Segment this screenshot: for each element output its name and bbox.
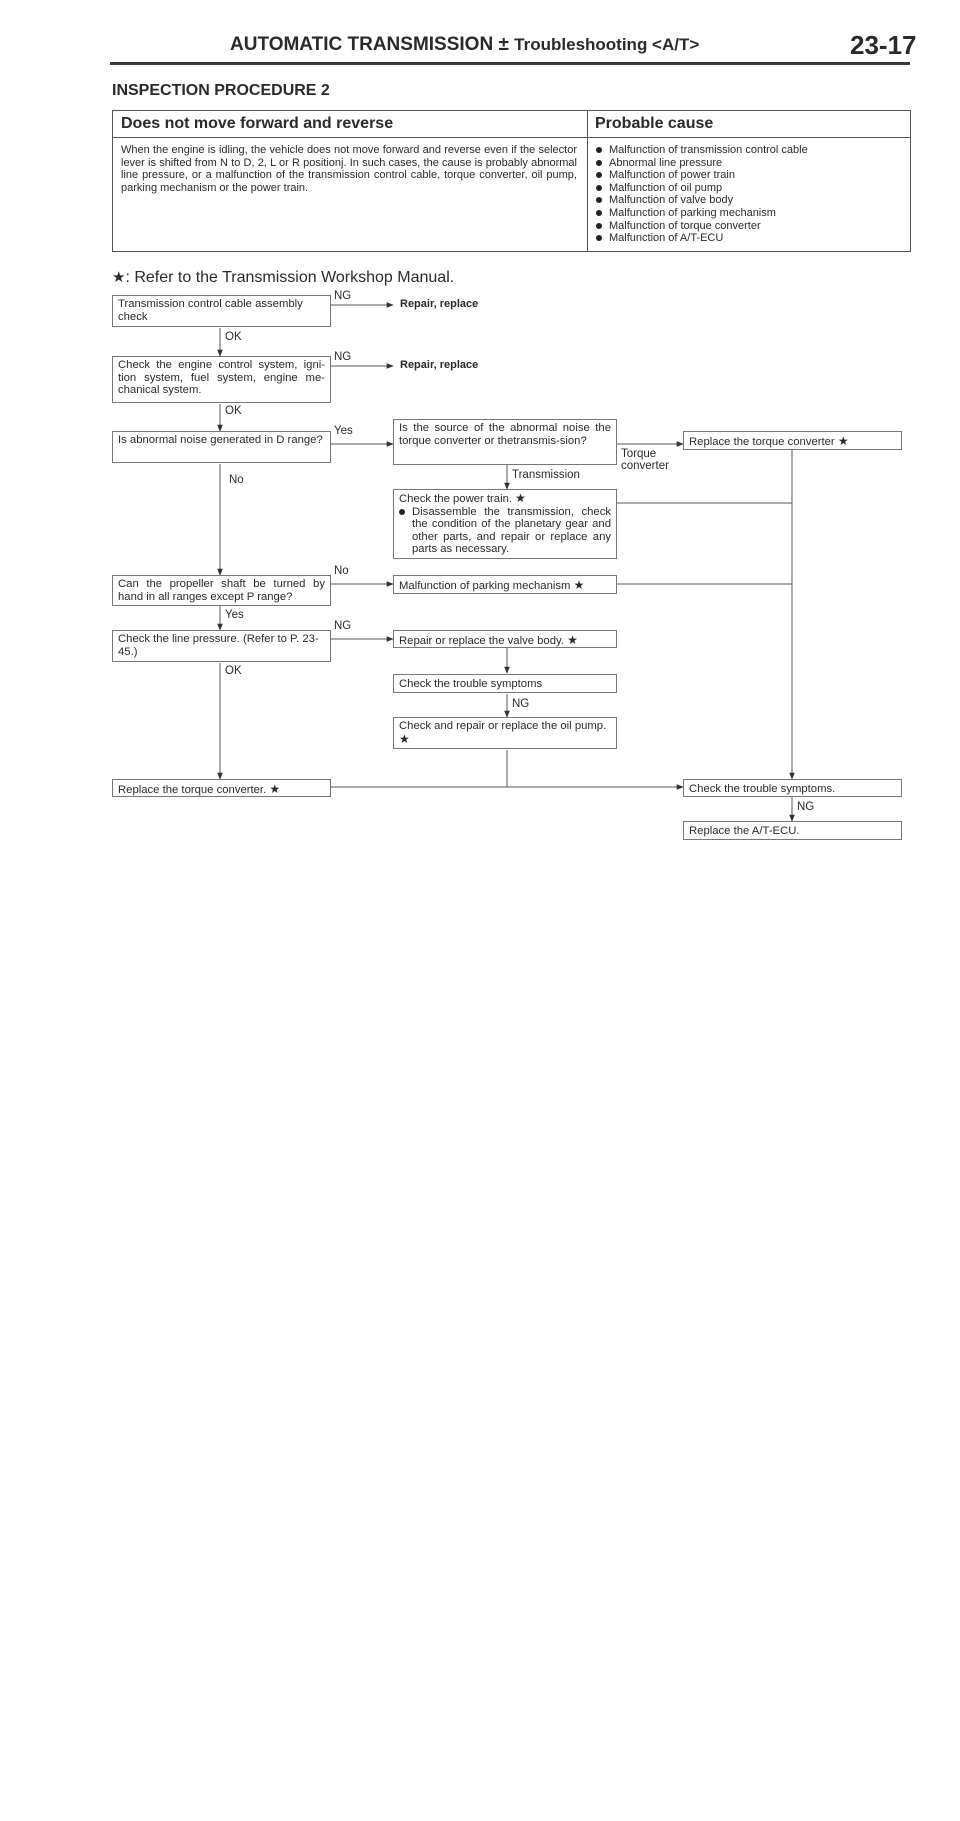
label-transmission: Transmission [512, 469, 580, 481]
label-repair-replace: Repair, replace [400, 359, 479, 371]
flow-box-propeller-question: Can the propeller shaft be turned by hand in all ranges except P range? [112, 575, 331, 606]
cause-item: Malfunction of transmission control cable [595, 144, 808, 157]
flow-box-engine-check: Check the engine control system, igni-tion system, fuel system, engine me-chanical system. [112, 356, 331, 403]
flow-box-noise-source-question: Is the source of the abnormal noise the torque converter or thetransmis-sion? [393, 419, 617, 465]
bullet-icon [399, 509, 405, 515]
star-icon: ★ [567, 633, 578, 647]
flow-box-replace-torque-converter-final: Replace the torque converter. ★ [112, 779, 331, 797]
header-title: AUTOMATIC TRANSMISSION ± Troubleshooting <A/T> [230, 34, 700, 55]
star-icon: ★ [515, 491, 526, 505]
label-ng: NG [334, 290, 352, 302]
star-icon: ★ [573, 578, 585, 592]
procedure-title: INSPECTION PROCEDURE 2 [112, 82, 330, 99]
cause-item: Malfunction of A/T-ECU [595, 232, 808, 245]
flow-box-oil-pump: Check and repair or replace the oil pump. ★ [393, 717, 617, 749]
label-yes: Yes [334, 425, 353, 437]
label-ok: OK [225, 405, 242, 417]
flow-box-cable-check: Transmission control cable assembly check [112, 295, 331, 327]
label-torque-converter: Torque converter [621, 448, 669, 472]
flow-box-replace-ecu: Replace the A/T-ECU. [683, 821, 902, 840]
symptom-description: When the engine is idling, the vehicle does not move forward and reverse even if the selector lever is shifted from N to D, 2, L or R positionj. In such cases, the cause is probably abnormal line pressure, or a malfunction of the transmission control cable, torque converter, oil pump, parking mechanism or the power train. [121, 144, 577, 194]
label-ng: NG [334, 620, 352, 632]
flow-box-parking-mechanism: Malfunction of parking mechanism ★ [393, 575, 617, 594]
flow-box-check-trouble-symptoms-final: Check the trouble symptoms. [683, 779, 902, 797]
label-ng: NG [797, 801, 815, 813]
cause-item: Malfunction of torque converter [595, 220, 808, 233]
label-ng: NG [334, 351, 352, 363]
label-no: No [334, 565, 349, 577]
label-no: No [229, 474, 244, 486]
star-icon: ★ [269, 782, 281, 796]
flow-box-line-pressure: Check the line pressure. (Refer to P. 23-45.) [112, 630, 331, 662]
flow-box-noise-question: Is abnormal noise generated in D range? [112, 431, 331, 463]
page-number: 23-17 [850, 30, 917, 60]
flow-box-valve-body: Repair or replace the valve body. ★ [393, 630, 617, 648]
label-repair-replace: Repair, replace [400, 298, 479, 310]
label-yes: Yes [225, 609, 244, 621]
cause-item: Abnormal line pressure [595, 157, 808, 170]
cause-item: Malfunction of parking mechanism [595, 207, 808, 220]
workshop-manual-note: ★: Refer to the Transmission Workshop Manual. [112, 269, 455, 286]
star-icon: ★ [112, 269, 126, 286]
cause-item: Malfunction of oil pump [595, 182, 808, 195]
label-ok: OK [225, 665, 242, 677]
label-ok: OK [225, 331, 242, 343]
label-ng: NG [512, 698, 530, 710]
cause-header: Probable cause [595, 115, 714, 132]
cause-item: Malfunction of power train [595, 169, 808, 182]
flow-box-check-power-train: Check the power train. ★ Disassemble the transmission, check the condition of the planetary gear and other parts, and repair or replace any parts as necessary. [393, 489, 617, 559]
symptom-header: Does not move forward and reverse [121, 115, 394, 132]
star-icon: ★ [399, 731, 410, 746]
flow-box-check-trouble-symptoms: Check the trouble symptoms [393, 674, 617, 693]
flow-box-replace-torque-converter: Replace the torque converter ★ [683, 431, 902, 450]
cause-item: Malfunction of valve body [595, 194, 808, 207]
star-icon: ★ [837, 434, 849, 448]
